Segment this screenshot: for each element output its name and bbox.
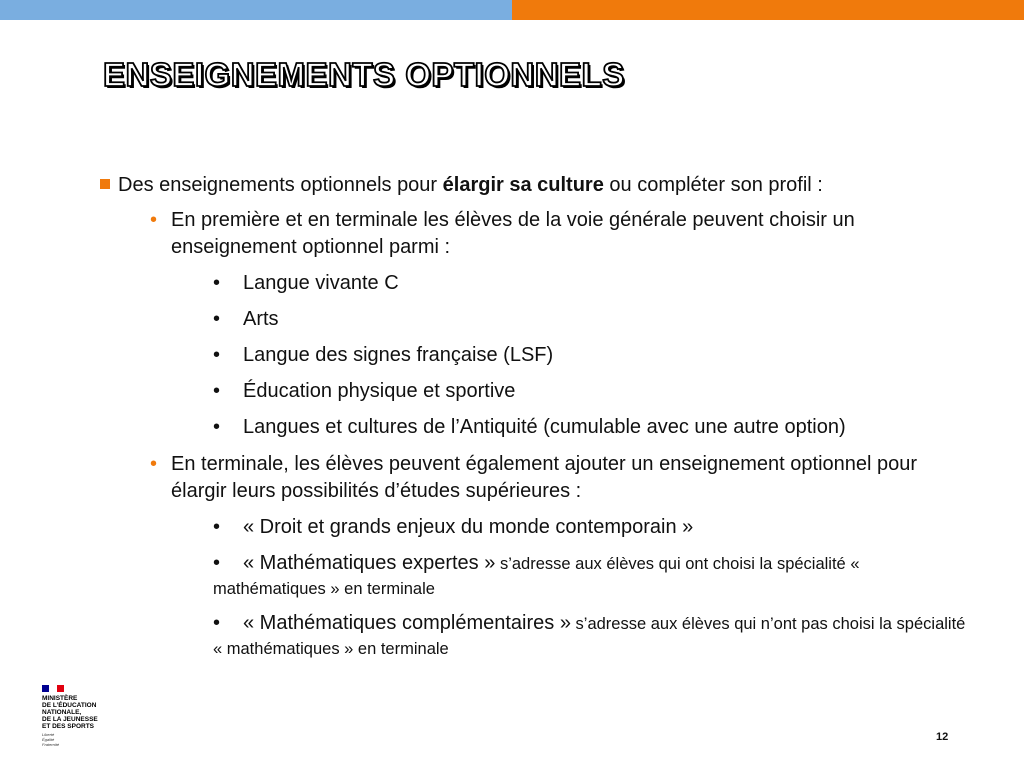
- intro-line: [100, 174, 823, 197]
- list-item-text: Langue des signes française (LSF): [243, 344, 554, 366]
- list-item: [213, 516, 693, 539]
- bullet-icon: •: [213, 380, 221, 402]
- list-item: [213, 272, 399, 295]
- top-bar-orange: [512, 0, 1024, 20]
- bullet-icon: •: [213, 552, 221, 574]
- list-item: [213, 611, 973, 661]
- orange-dot-bullet-icon: •: [150, 453, 158, 475]
- slide-title: ENSEIGNEMENTS OPTIONNELS: [103, 56, 625, 93]
- bullet-icon: •: [213, 612, 221, 634]
- bullet-icon: •: [213, 344, 221, 366]
- ministry-logo: [42, 685, 122, 747]
- list-item-main: « Mathématiques complémentaires »: [243, 612, 571, 634]
- intro-bold: élargir sa culture: [442, 174, 604, 196]
- list-item-text: Arts: [243, 308, 279, 330]
- bullet-icon: •: [213, 516, 221, 538]
- list-item-detail: s’adresse aux élèves qui n’ont pas choisi la spécialité « mathématiques » en terminale: [213, 615, 966, 658]
- section2-text: En terminale, les élèves peuvent également ajouter un enseignement optionnel pour élargir leurs possibilités d’études supérieures :: [171, 453, 918, 502]
- top-bar-blue: [0, 0, 512, 20]
- list-item: [213, 344, 553, 367]
- list-item-detail: s’adresse aux élèves qui ont choisi la spécialité « mathématiques » en terminale: [213, 555, 860, 598]
- section1-text-block: [150, 207, 954, 261]
- bullet-icon: •: [213, 416, 221, 438]
- intro-suffix: ou compléter son profil :: [603, 174, 823, 196]
- ministry-name: MINISTÈRE DE L’ÉDUCATION NATIONALE, DE LA JEUNESSE ET DES SPORTS: [42, 695, 98, 730]
- orange-dot-bullet-icon: •: [150, 209, 158, 231]
- french-flag-icon: [42, 685, 64, 692]
- ministry-motto: Liberté Égalité Fraternité: [42, 732, 60, 747]
- list-item-main: « Droit et grands enjeux du monde contemporain »: [243, 516, 694, 538]
- list-item: [213, 308, 279, 331]
- list-item: [213, 380, 515, 403]
- bullet-icon: •: [213, 308, 221, 330]
- list-item: [213, 416, 846, 439]
- section2-text-block: [150, 451, 954, 505]
- page-number: 12: [936, 731, 949, 743]
- list-item-text: Éducation physique et sportive: [243, 380, 516, 402]
- list-item-text: Langue vivante C: [243, 272, 399, 294]
- section1-text: En première et en terminale les élèves de la voie générale peuvent choisir un enseignement optionnel parmi :: [171, 209, 855, 258]
- square-bullet-icon: [100, 179, 110, 189]
- intro-prefix: Des enseignements optionnels pour: [118, 174, 443, 196]
- list-item-main: « Mathématiques expertes »: [243, 552, 496, 574]
- list-item-text: Langues et cultures de l’Antiquité (cumulable avec une autre option): [243, 416, 846, 438]
- list-item: [213, 551, 973, 601]
- bullet-icon: •: [213, 272, 221, 294]
